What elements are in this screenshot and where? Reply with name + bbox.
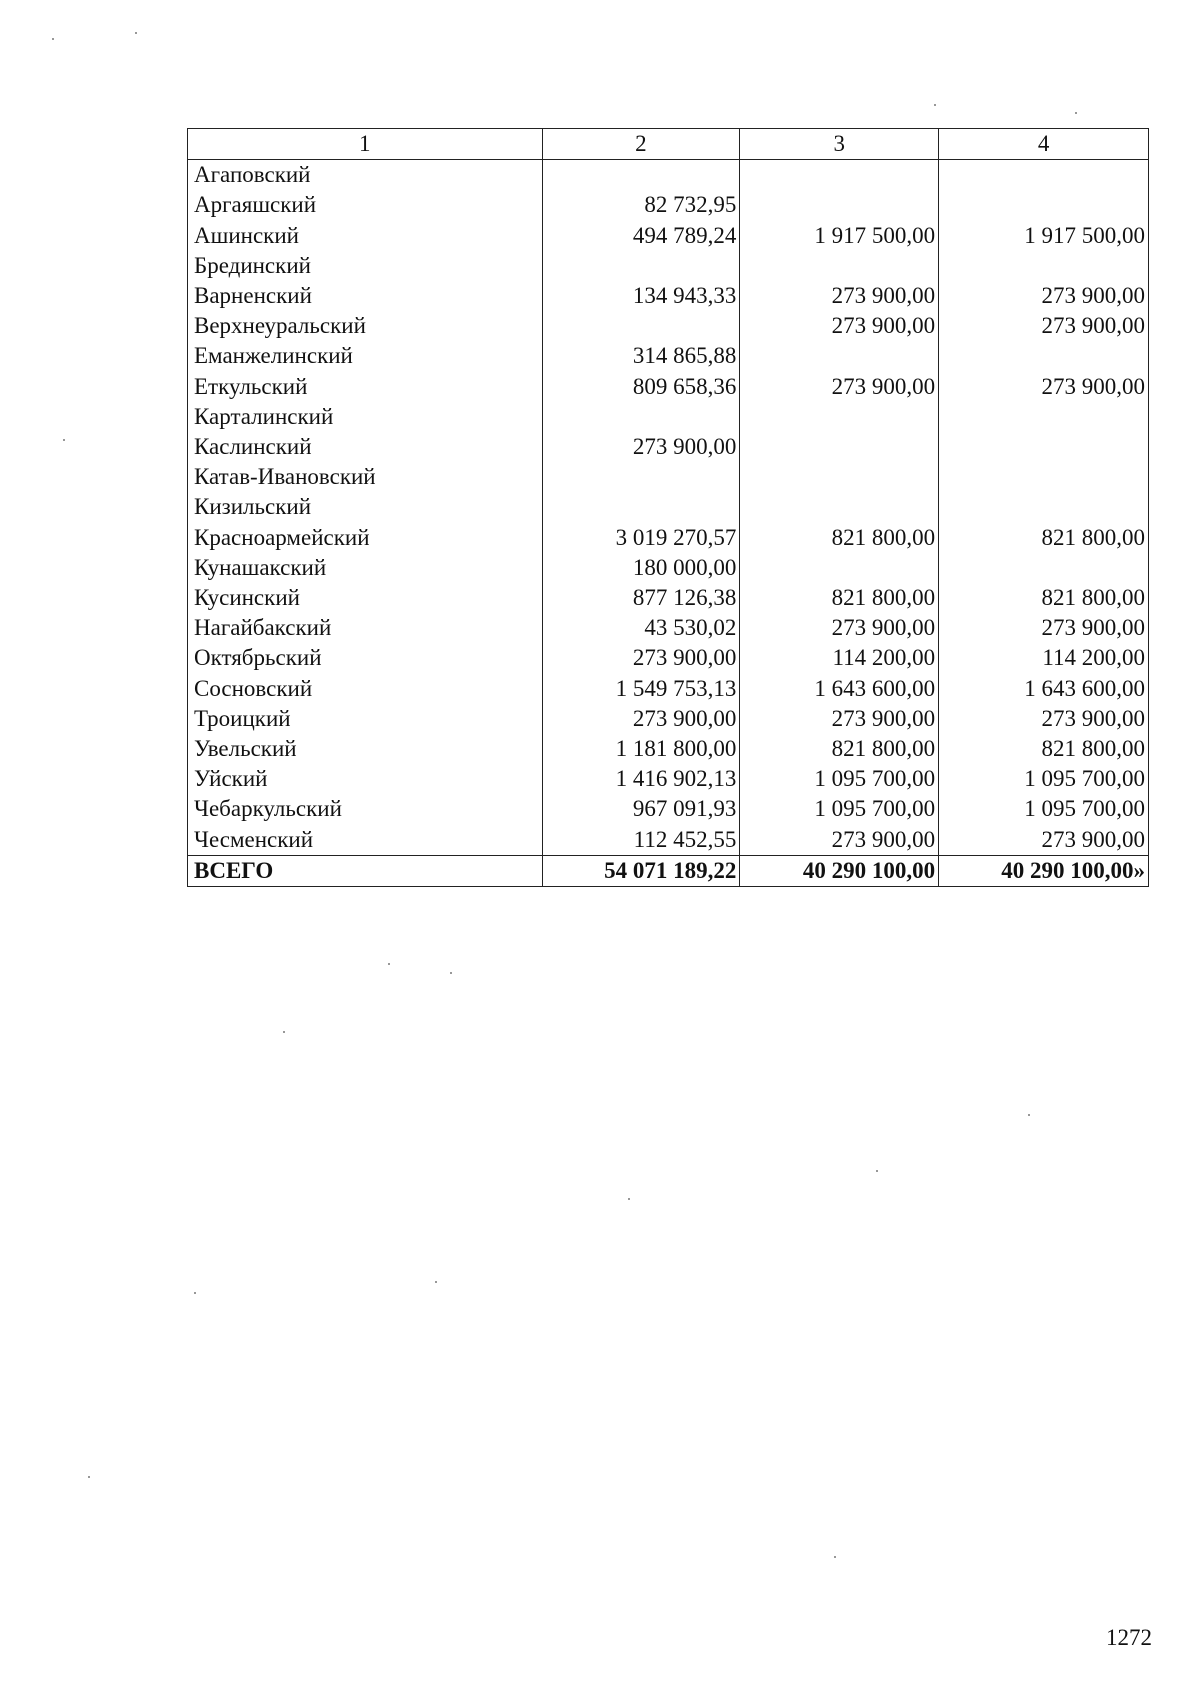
scan-speck bbox=[194, 1292, 196, 1294]
value-col2: 112 452,55 bbox=[542, 825, 740, 856]
value-col4: 273 900,00 bbox=[939, 311, 1149, 341]
scan-speck bbox=[450, 972, 452, 974]
total-row bbox=[188, 855, 1149, 886]
scan-speck bbox=[1075, 112, 1077, 114]
value-col4 bbox=[939, 402, 1149, 432]
value-col4: 1 095 700,00 bbox=[939, 794, 1149, 824]
value-col3: 273 900,00 bbox=[740, 825, 939, 856]
value-col2: 1 181 800,00 bbox=[542, 734, 740, 764]
value-col2 bbox=[542, 402, 740, 432]
value-col4: 821 800,00 bbox=[939, 734, 1149, 764]
value-col4: 273 900,00 bbox=[939, 825, 1149, 856]
district-name: Уйский bbox=[188, 764, 543, 794]
table-row bbox=[188, 281, 1149, 311]
table-row bbox=[188, 251, 1149, 281]
value-col3: 273 900,00 bbox=[740, 281, 939, 311]
value-col3: 821 800,00 bbox=[740, 734, 939, 764]
table-row bbox=[188, 674, 1149, 704]
district-name: Агаповский bbox=[188, 160, 543, 191]
district-name: Кизильский bbox=[188, 492, 543, 522]
value-col4: 273 900,00 bbox=[939, 613, 1149, 643]
value-col2: 273 900,00 bbox=[542, 643, 740, 673]
table-row bbox=[188, 643, 1149, 673]
value-col2: 314 865,88 bbox=[542, 341, 740, 371]
value-col3: 273 900,00 bbox=[740, 613, 939, 643]
value-col2 bbox=[542, 160, 740, 191]
value-col4 bbox=[939, 553, 1149, 583]
value-col2: 180 000,00 bbox=[542, 553, 740, 583]
district-name: Кунашакский bbox=[188, 553, 543, 583]
value-col2: 134 943,33 bbox=[542, 281, 740, 311]
table-row bbox=[188, 372, 1149, 402]
value-col3: 821 800,00 bbox=[740, 523, 939, 553]
value-col3: 1 917 500,00 bbox=[740, 221, 939, 251]
value-col4: 821 800,00 bbox=[939, 583, 1149, 613]
table-row bbox=[188, 523, 1149, 553]
scan-speck bbox=[934, 104, 936, 106]
table-row bbox=[188, 311, 1149, 341]
value-col4: 273 900,00 bbox=[939, 704, 1149, 734]
value-col3 bbox=[740, 190, 939, 220]
total-label: ВСЕГО bbox=[188, 855, 543, 886]
value-col2 bbox=[542, 462, 740, 492]
value-col2: 1 416 902,13 bbox=[542, 764, 740, 794]
value-col4: 821 800,00 bbox=[939, 523, 1149, 553]
scan-speck bbox=[135, 32, 137, 34]
value-col3: 821 800,00 bbox=[740, 583, 939, 613]
table-row bbox=[188, 764, 1149, 794]
value-col2: 3 019 270,57 bbox=[542, 523, 740, 553]
table-row bbox=[188, 190, 1149, 220]
table-row bbox=[188, 402, 1149, 432]
table-row bbox=[188, 432, 1149, 462]
value-col4 bbox=[939, 432, 1149, 462]
table-row bbox=[188, 160, 1149, 191]
value-col3: 1 643 600,00 bbox=[740, 674, 939, 704]
value-col2: 82 732,95 bbox=[542, 190, 740, 220]
value-col2: 809 658,36 bbox=[542, 372, 740, 402]
value-col2: 494 789,24 bbox=[542, 221, 740, 251]
scan-speck bbox=[52, 38, 54, 40]
value-col3 bbox=[740, 553, 939, 583]
value-col4: 273 900,00 bbox=[939, 281, 1149, 311]
value-col3 bbox=[740, 341, 939, 371]
scan-speck bbox=[834, 1556, 836, 1558]
total-value-col3: 40 290 100,00 bbox=[740, 855, 939, 886]
table-row bbox=[188, 825, 1149, 856]
value-col4 bbox=[939, 462, 1149, 492]
column-header-3: 3 bbox=[740, 129, 939, 160]
total-value-col2: 54 071 189,22 bbox=[542, 855, 740, 886]
value-col3: 1 095 700,00 bbox=[740, 794, 939, 824]
value-col2: 273 900,00 bbox=[542, 704, 740, 734]
value-col2 bbox=[542, 492, 740, 522]
value-col4 bbox=[939, 492, 1149, 522]
table-footer bbox=[188, 855, 1149, 886]
value-col2: 1 549 753,13 bbox=[542, 674, 740, 704]
district-name: Чебаркульский bbox=[188, 794, 543, 824]
table-row bbox=[188, 553, 1149, 583]
value-col3 bbox=[740, 492, 939, 522]
total-value-col4: 40 290 100,00» bbox=[939, 855, 1149, 886]
value-col4 bbox=[939, 341, 1149, 371]
district-name: Нагайбакский bbox=[188, 613, 543, 643]
district-name: Троицкий bbox=[188, 704, 543, 734]
district-name: Катав-Ивановский bbox=[188, 462, 543, 492]
value-col2: 877 126,38 bbox=[542, 583, 740, 613]
value-col4 bbox=[939, 190, 1149, 220]
district-name: Красноармейский bbox=[188, 523, 543, 553]
value-col2: 43 530,02 bbox=[542, 613, 740, 643]
value-col2: 967 091,93 bbox=[542, 794, 740, 824]
district-name: Верхнеуральский bbox=[188, 311, 543, 341]
table-row bbox=[188, 462, 1149, 492]
table-row bbox=[188, 492, 1149, 522]
scan-speck bbox=[1028, 1114, 1030, 1116]
table-row bbox=[188, 583, 1149, 613]
district-name: Октябрьский bbox=[188, 643, 543, 673]
district-name: Еманжелинский bbox=[188, 341, 543, 371]
district-name: Карталинский bbox=[188, 402, 543, 432]
value-col2 bbox=[542, 311, 740, 341]
district-name: Чесменский bbox=[188, 825, 543, 856]
table-row bbox=[188, 704, 1149, 734]
value-col2: 273 900,00 bbox=[542, 432, 740, 462]
district-name: Еткульский bbox=[188, 372, 543, 402]
value-col3 bbox=[740, 160, 939, 191]
value-col3 bbox=[740, 432, 939, 462]
value-col4: 273 900,00 bbox=[939, 372, 1149, 402]
scan-speck bbox=[283, 1031, 285, 1033]
district-name: Варненский bbox=[188, 281, 543, 311]
value-col4: 1 643 600,00 bbox=[939, 674, 1149, 704]
value-col2 bbox=[542, 251, 740, 281]
scan-speck bbox=[388, 963, 390, 965]
column-header-4: 4 bbox=[939, 129, 1149, 160]
value-col3 bbox=[740, 251, 939, 281]
page-number: 1272 bbox=[1106, 1625, 1152, 1650]
table-row bbox=[188, 341, 1149, 371]
district-name: Ашинский bbox=[188, 221, 543, 251]
district-name: Кусинский bbox=[188, 583, 543, 613]
value-col3 bbox=[740, 402, 939, 432]
table-row bbox=[188, 794, 1149, 824]
table-row bbox=[188, 613, 1149, 643]
value-col4: 1 917 500,00 bbox=[939, 221, 1149, 251]
district-name: Каслинский bbox=[188, 432, 543, 462]
column-header-2: 2 bbox=[542, 129, 740, 160]
scan-speck bbox=[628, 1198, 630, 1200]
value-col3: 273 900,00 bbox=[740, 704, 939, 734]
scan-speck bbox=[88, 1476, 90, 1478]
table-body bbox=[188, 160, 1149, 856]
district-name: Увельский bbox=[188, 734, 543, 764]
scan-speck bbox=[876, 1170, 878, 1172]
table-row bbox=[188, 221, 1149, 251]
district-name: Сосновский bbox=[188, 674, 543, 704]
district-name: Аргаяшский bbox=[188, 190, 543, 220]
value-col3: 273 900,00 bbox=[740, 311, 939, 341]
value-col3: 114 200,00 bbox=[740, 643, 939, 673]
value-col4: 114 200,00 bbox=[939, 643, 1149, 673]
value-col3: 273 900,00 bbox=[740, 372, 939, 402]
value-col4 bbox=[939, 160, 1149, 191]
table-row bbox=[188, 734, 1149, 764]
value-col4: 1 095 700,00 bbox=[939, 764, 1149, 794]
scan-speck bbox=[63, 439, 65, 441]
table-header bbox=[188, 129, 1149, 160]
value-col3 bbox=[740, 462, 939, 492]
column-header-1: 1 bbox=[188, 129, 543, 160]
scan-speck bbox=[435, 1281, 437, 1283]
value-col4 bbox=[939, 251, 1149, 281]
district-name: Брединский bbox=[188, 251, 543, 281]
header-row bbox=[188, 129, 1149, 160]
value-col3: 1 095 700,00 bbox=[740, 764, 939, 794]
budget-table bbox=[187, 128, 1149, 887]
